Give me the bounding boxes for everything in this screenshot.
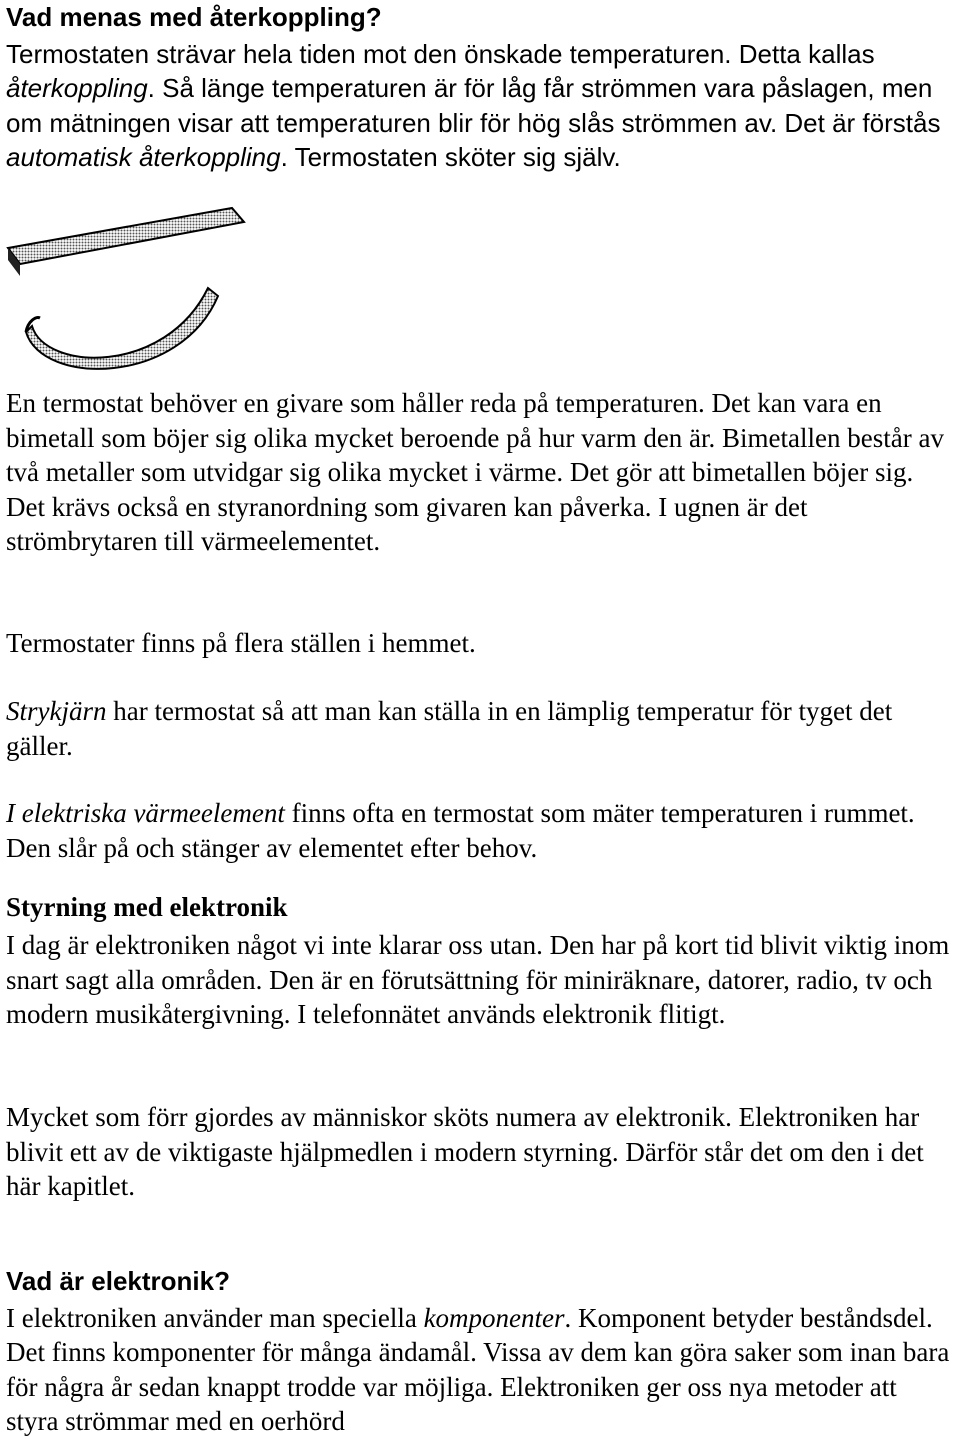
term-automatisk-aterkoppling: automatisk återkoppling (6, 142, 281, 172)
paragraph-electronics-1: I dag är elektroniken något vi inte klarar oss utan. Den har på kort tid blivit viktig inom snart sagt alla områden. Den är en förutsättning för miniräknare, datorer, radio, tv och modern musikåtergivning. I telefonnätet används elektronik flitigt. (6, 930, 950, 1029)
text-run: finns ofta en termostat som mäter temperaturen i rummet. Den slår på och stänger av elementet efter behov. (6, 798, 915, 863)
text-run: I elektroniken använder man speciella (6, 1302, 424, 1333)
term-varmeelement: I elektriska värmeelement (6, 798, 285, 828)
paragraph-components (6, 1301, 952, 1439)
bent-bimetal-strip (26, 288, 218, 369)
paragraph-iron (6, 694, 952, 763)
heading-what-is-electronics: Vad är elektronik? (6, 1266, 230, 1296)
paragraph-bimetal: En termostat behöver en givare som håller reda på temperaturen. Det kan vara en bimetall som böjer sig olika mycket beroende på hur varm den är. Bimetallen består av två metaller som utvidgar sig olika mycket i värme. Det gör att bimetallen böjer sig. Det krävs också en styranordning som givaren kan påverka. I ugnen är det strömbrytaren till värmeelementet. (6, 388, 944, 556)
term-komponenter: komponenter (423, 1302, 565, 1333)
term-strykjarn: Strykjärn (6, 696, 107, 726)
text-run: Termostaten strävar hela tiden mot den önskade temperaturen. Detta kallas (6, 38, 875, 69)
text-run: har termostat så att man kan ställa in en lämplig temperatur för tyget det gäller. (6, 696, 893, 761)
bimetal-illustration (0, 196, 260, 386)
section-what-is-electronics (6, 1264, 952, 1439)
text-run: . Komponent betyder beståndsdel. Det finns komponenter för många ändamål. Vissa av dem kan göra saker som inan bara för några år sedan knappt trodde var möjliga. Elektroniken ger oss nya metoder att styra strömmar med en oerhörd (6, 1302, 950, 1436)
text-run: . Så länge temperaturen är för låg får strömmen vara påslagen, men om mätningen visar att temperaturen blir för hög slås strömmen av. Det är förstås (6, 73, 941, 138)
paragraph-electronics-2: Mycket som förr gjordes av människor sköts numera av elektronik. Elektroniken har blivit ett av de viktigaste hjälpmedlen i modern styrning. Därför står det om den i det här kapitlet. (6, 1102, 924, 1201)
heading-feedback: Vad menas med återkoppling? (6, 2, 382, 32)
section-reaction-feedback (6, 0, 952, 175)
straight-bimetal-strip (8, 208, 244, 276)
text-run: . Termostaten sköter sig själv. (280, 142, 621, 172)
term-aterkoppling: återkoppling (6, 73, 148, 103)
heading-electronics-control: Styrning med elektronik (6, 892, 288, 922)
paragraph-feedback (6, 37, 952, 175)
paragraph-heater (6, 796, 952, 865)
paragraph-home-intro: Termostater finns på flera ställen i hemmet. (6, 628, 476, 658)
